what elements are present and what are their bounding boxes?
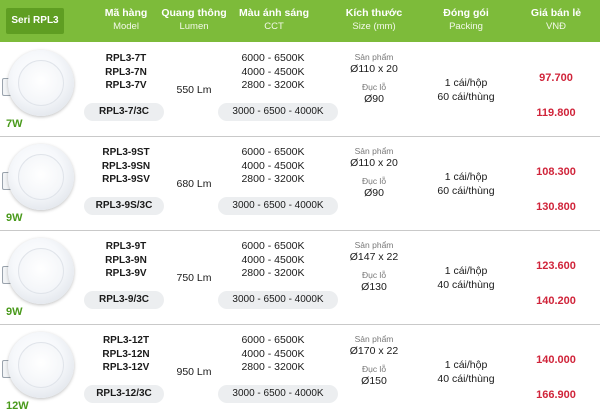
cutout-value: Ø150: [361, 375, 387, 387]
header-model: [86, 7, 166, 33]
wattage-label: 9W: [6, 306, 23, 318]
model-list: [90, 334, 162, 375]
panel-light-icon: [8, 144, 74, 210]
cct-list: [226, 146, 320, 187]
header-size: [336, 7, 412, 33]
lumen-value: 950 Lm: [176, 366, 212, 378]
model-combo-badge: RPL3-7/3C: [84, 103, 164, 121]
cutout-value: Ø130: [361, 281, 387, 293]
size-value: Ø147 x 22: [349, 251, 399, 263]
header-price-sub: VNĐ: [545, 21, 567, 32]
model-combo-badge: RPL3-12/3C: [84, 385, 164, 403]
model-code: RPL3-9ST: [102, 147, 150, 158]
model-code: RPL3-12V: [102, 362, 150, 373]
row-divider: [0, 230, 600, 231]
cct-combo-badge: 3000 - 6500 - 4000K: [218, 291, 338, 309]
cutout-label: Đục lỗ: [361, 82, 387, 92]
row-divider: [0, 324, 600, 325]
wattage-label: 7W: [6, 118, 23, 130]
cct-value: 4000 - 4500K: [241, 253, 305, 266]
cct-value: 6000 - 6500K: [241, 334, 305, 346]
cct-value: 6000 - 6500K: [241, 146, 305, 158]
header-cct: [222, 7, 326, 33]
table-row: [0, 44, 600, 136]
panel-light-icon: [8, 238, 74, 304]
header-packing: [420, 7, 512, 33]
pack-carton: 60 cái/thùng: [437, 185, 495, 197]
cct-combo-badge: 3000 - 6500 - 4000K: [218, 103, 338, 121]
size-label: Sản phẩm: [354, 334, 394, 344]
pack-carton: 40 cái/thùng: [437, 279, 495, 291]
downlight-image: [2, 236, 82, 316]
cutout-label: Đục lỗ: [361, 176, 387, 186]
header-packing-main: Đóng gói: [443, 7, 489, 19]
header-lumen: [160, 7, 228, 33]
model-code: RPL3-9T: [105, 241, 147, 252]
row-divider: [0, 136, 600, 137]
packing-block: [420, 232, 512, 324]
price-combo: 130.800: [536, 201, 576, 213]
size-block: [338, 334, 410, 388]
size-label: Sản phẩm: [354, 52, 394, 62]
price-single: 108.300: [536, 166, 576, 178]
model-code: RPL3-7N: [105, 66, 147, 78]
lumen-value: 550 Lm: [176, 84, 212, 96]
downlight-image: [2, 48, 82, 128]
packing-block: [420, 44, 512, 136]
price-combo: 166.900: [536, 389, 576, 401]
cct-value: 6000 - 6500K: [241, 52, 305, 64]
model-list: [90, 240, 162, 281]
lumen-value: 680 Lm: [176, 178, 212, 190]
wattage-label: 9W: [6, 212, 23, 224]
panel-light-icon: [8, 332, 74, 398]
wattage-label: 12W: [6, 400, 29, 412]
cct-value: 4000 - 4500K: [241, 159, 305, 172]
cct-value: 6000 - 6500K: [241, 240, 305, 252]
model-code: RPL3-9SN: [101, 160, 151, 172]
model-code: RPL3-9V: [105, 268, 147, 279]
downlight-image: [2, 142, 82, 222]
header-cct-main: Màu ánh sáng: [238, 7, 309, 19]
table-row: [0, 232, 600, 324]
header-price: [518, 7, 594, 33]
header-packing-sub: Packing: [449, 21, 483, 32]
table-header: [0, 0, 600, 42]
model-combo-badge: RPL3-9/3C: [84, 291, 164, 309]
cct-value: 2800 - 3200K: [241, 173, 305, 185]
model-list: [90, 52, 162, 93]
cutout-label: Đục lỗ: [361, 364, 387, 374]
table-row: [0, 138, 600, 230]
size-block: [338, 240, 410, 294]
cutout-value: Ø90: [364, 187, 384, 199]
packing-block: [420, 138, 512, 230]
price-single: 140.000: [536, 354, 576, 366]
price-single: 97.700: [539, 72, 573, 84]
cct-combo-badge: 3000 - 6500 - 4000K: [218, 197, 338, 215]
header-lumen-main: Quang thông: [161, 7, 227, 19]
size-value: Ø110 x 20: [350, 157, 398, 169]
size-block: [338, 146, 410, 200]
cct-value: 2800 - 3200K: [241, 361, 305, 373]
cct-value: 2800 - 3200K: [241, 267, 305, 279]
model-combo-badge: RPL3-9S/3C: [84, 197, 164, 215]
header-lumen-sub: Lumen: [179, 21, 209, 32]
model-list: [90, 146, 162, 187]
cct-list: [226, 52, 320, 93]
model-code: RPL3-7V: [105, 80, 147, 91]
packing-block: [420, 326, 512, 416]
cct-value: 4000 - 4500K: [241, 347, 305, 360]
cct-value: 4000 - 4500K: [241, 65, 305, 78]
pack-carton: 60 cái/thùng: [437, 91, 495, 103]
header-model-sub: Model: [113, 21, 139, 32]
lumen-value: 750 Lm: [176, 272, 212, 284]
model-code: RPL3-9N: [105, 254, 147, 266]
header-model-main: Mã hàng: [104, 7, 148, 19]
pack-box: 1 cái/hộp: [444, 359, 488, 371]
pack-box: 1 cái/hộp: [444, 265, 488, 277]
table-row: [0, 326, 600, 416]
header-size-main: Kích thước: [345, 7, 403, 19]
size-label: Sản phẩm: [354, 146, 394, 156]
cct-value: 2800 - 3200K: [241, 79, 305, 91]
model-code: RPL3-12N: [102, 348, 150, 360]
panel-light-icon: [8, 50, 74, 116]
price-combo: 119.800: [536, 107, 576, 119]
cct-list: [226, 334, 320, 375]
series-label: Seri RPL3: [6, 8, 64, 34]
header-size-sub: Size (mm): [352, 21, 396, 32]
model-code: RPL3-9SV: [102, 174, 150, 185]
cutout-value: Ø90: [364, 93, 384, 105]
size-block: [338, 52, 410, 106]
cct-combo-badge: 3000 - 6500 - 4000K: [218, 385, 338, 403]
size-value: Ø110 x 20: [350, 63, 398, 75]
price-single: 123.600: [536, 260, 576, 272]
cct-list: [226, 240, 320, 281]
downlight-image: [2, 330, 82, 410]
pack-box: 1 cái/hộp: [444, 171, 488, 183]
cutout-label: Đục lỗ: [361, 270, 387, 280]
model-code: RPL3-12T: [102, 335, 150, 346]
size-label: Sản phẩm: [354, 240, 394, 250]
pack-box: 1 cái/hộp: [444, 77, 488, 89]
model-code: RPL3-7T: [105, 53, 147, 64]
size-value: Ø170 x 22: [349, 345, 399, 357]
header-cct-sub: CCT: [264, 21, 284, 32]
price-combo: 140.200: [536, 295, 576, 307]
pack-carton: 40 cái/thùng: [437, 373, 495, 385]
header-price-main: Giá bán lẻ: [530, 7, 582, 19]
